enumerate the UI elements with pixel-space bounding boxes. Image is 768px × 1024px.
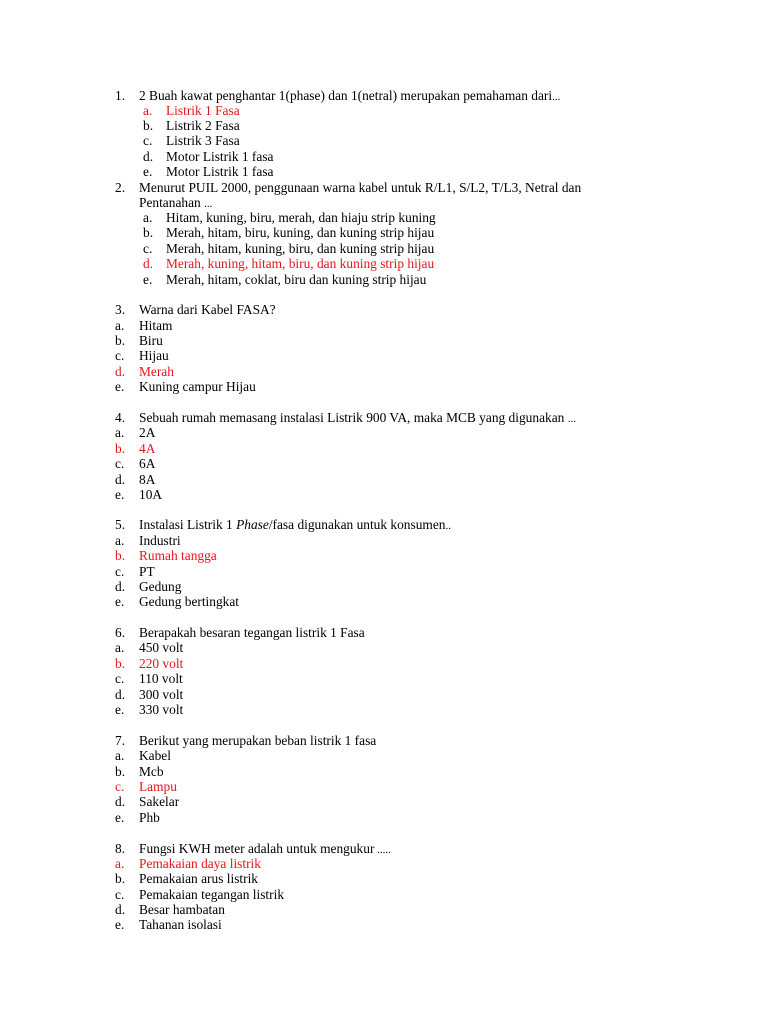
question-text: 2 Buah kawat penghantar 1(phase) dan 1(netral) merupakan pemahaman dari... <box>139 88 561 103</box>
question-number: 8. <box>115 841 126 856</box>
question-text: Fungsi KWH meter adalah untuk mengukur ..... <box>139 841 391 856</box>
question-number: 6. <box>115 625 126 640</box>
question-text: Warna dari Kabel FASA? <box>139 302 276 317</box>
question-number: 7. <box>115 733 126 748</box>
question-number: 5. <box>115 517 126 532</box>
question-number: 2. <box>115 180 126 195</box>
question-text: Berikut yang merupakan beban listrik 1 fasa <box>139 733 377 748</box>
question-number: 1. <box>115 88 126 103</box>
question-text: Sebuah rumah memasang instalasi Listrik 900 VA, maka MCB yang digunakan ... <box>139 410 576 425</box>
question-number: 3. <box>115 302 126 317</box>
question-text: Menurut PUIL 2000, penggunaan warna kabel untuk R/L1, S/L2, T/L3, Netral dan <box>139 180 582 195</box>
question-text: Berapakah besaran tegangan listrik 1 Fasa <box>139 625 365 640</box>
document-page: 1. 2 Buah kawat penghantar 1(phase) dan 1(netral) merupakan pemahaman dari... a. Listrik 1 Fasa b. Listrik 2 Fasa c. Listrik 3 Fasa d. Motor Listrik 1 fasa e. Motor Listrik 1 fasa 2. Menurut PUIL 2000, penggunaan warna kabel untuk R/L1, S/L2, T/L3, Netral dan Pentanahan ... a. Hitam, kuning, biru, merah, dan hiaju strip kuning b. Merah, hitam, biru, kuning, dan kuning strip hijau c. Merah, hitam, kuning, biru, dan kuning strip hijau d. Merah, kuning, hitam, biru, dan kuning strip hijau e. Merah, hitam, coklat, biru dan kuning strip hijau 3. Warna dari Kabel FASA? a. Hitam b. Biru c. Hijau d. Merah e. Kuning campur Hijau 4. Sebuah rumah memasang instalasi Listrik 900 VA, maka MCB yang digunakan ... a. 2A b. 4A c. 6A d. 8A e. 10A 5. Instalasi Listrik 1 Phase/fasa digunakan untuk konsumen.. a. Industri b. Rumah tangga c. PT d. Gedung e. Gedung bertingkat 6. Berapakah besaran tegangan listrik 1 Fasa a. 450 volt b. 220 volt c. 110 volt d. 300 volt e. 330 volt 7. Berikut yang merupakan beban listrik 1 fasa a. Kabel b. Mcb c. Lampu d. Sakelar e. Phb 8. Fungsi KWH meter adalah untuk mengukur ..... a. Pemakaian daya listrik b. Pemakaian arus listrik c. Pemakaian tegangan listrik d. Besar hambatan e. Tahanan isolasi <box>115 88 582 932</box>
question-number: 4. <box>115 410 126 425</box>
question-text: Instalasi Listrik 1 Phase/fasa digunakan untuk konsumen.. <box>139 517 451 532</box>
